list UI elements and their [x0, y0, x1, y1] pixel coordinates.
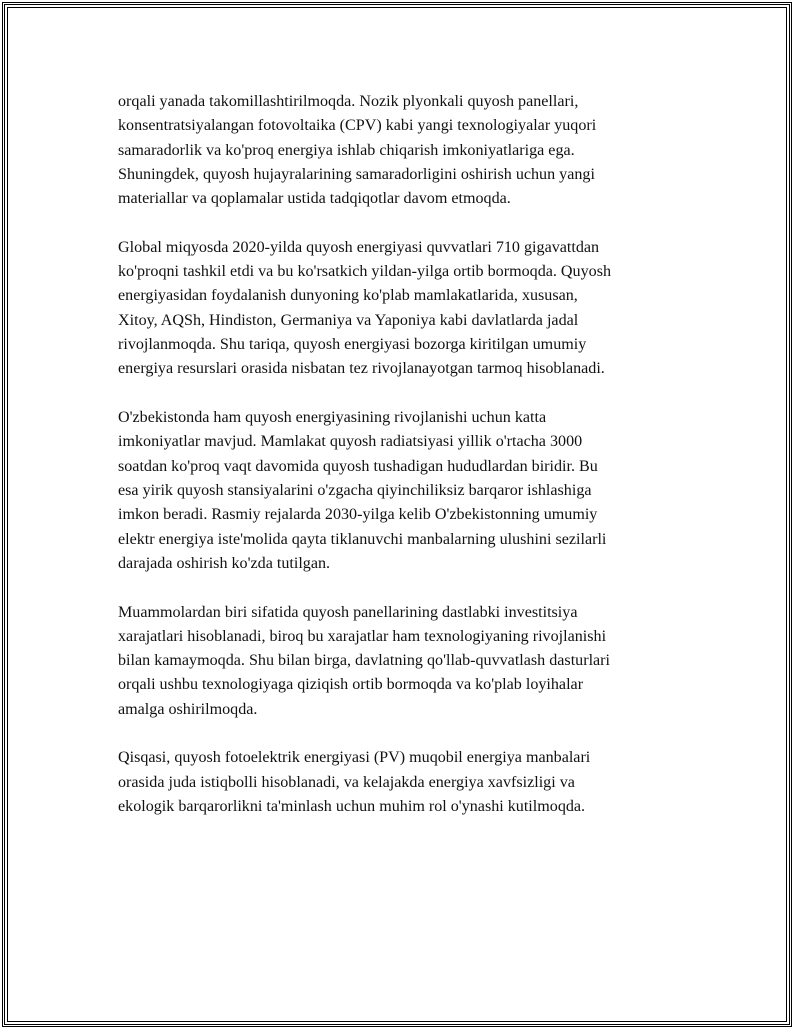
- paragraph-2: [118, 236, 692, 382]
- text-line: energiyasidan foydalanish dunyoning ko'plab mamlakatlarida, xususan,: [118, 287, 578, 305]
- paragraph-4: [118, 601, 692, 722]
- text-line: xarajatlari hisoblanadi, biroq bu xarajatlar ham texnologiyaning rivojlanishi: [118, 627, 607, 645]
- text-line: ekologik barqarorlikni ta'minlash uchun muhim rol o'ynashi kutilmoqda.: [118, 797, 586, 815]
- text-line: imkon beradi. Rasmiy rejalarda 2030-yilga kelib O'zbekistonning umumiy: [118, 506, 598, 524]
- text-line: orqali ushbu texnologiyaga qiziqish ortib bormoqda va ko'plab loyihalar: [118, 676, 584, 694]
- text-line: materiallar va qoplamalar ustida tadqiqotlar davom etmoqda.: [118, 190, 511, 208]
- paragraph-1: [118, 90, 692, 211]
- paragraph-3: [118, 406, 692, 576]
- text-line: samaradorlik va ko'proq energiya ishlab chiqarish imkoniyatlariga ega.: [118, 141, 575, 159]
- text-line: Qisqasi, quyosh fotoelektrik energiyasi (PV) muqobil energiya manbalari: [118, 749, 591, 767]
- text-line: O'zbekistonda ham quyosh energiyasining rivojlanishi uchun katta: [118, 409, 547, 427]
- text-line: energiya resurslari orasida nisbatan tez rivojlanayotgan tarmoq hisoblanadi.: [118, 360, 605, 378]
- text-line: Xitoy, AQSh, Hindiston, Germaniya va Yaponiya kabi davlatlarda jadal: [118, 311, 579, 329]
- text-line: Global miqyosda 2020-yilda quyosh energiyasi quvvatlari 710 gigavattdan: [118, 238, 600, 256]
- text-line: imkoniyatlar mavjud. Mamlakat quyosh radiatsiyasi yillik o'rtacha 3000: [118, 433, 583, 451]
- text-line: esa yirik quyosh stansiyalarini o'zgacha qiyinchiliksiz barqaror ishlashiga: [118, 481, 592, 499]
- text-line: darajada oshirish ko'zda tutilgan.: [118, 554, 331, 572]
- text-line: Shuningdek, quyosh hujayralarining samaradorligini oshirish uchun yangi: [118, 165, 595, 183]
- text-line: bilan kamaymoqda. Shu bilan birga, davlatning qo'llab-quvvatlash dasturlari: [118, 652, 611, 670]
- text-line: Muammolardan biri sifatida quyosh panellarining dastlabki investitsiya: [118, 603, 578, 621]
- text-line: amalga oshirilmoqda.: [118, 700, 258, 718]
- text-line: elektr energiya iste'molida qayta tiklanuvchi manbalarning ulushini sezilarli: [118, 530, 607, 548]
- text-line: soatdan ko'proq vaqt davomida quyosh tushadigan hududlardan biridir. Bu: [118, 457, 598, 475]
- document-body: [118, 90, 692, 844]
- text-line: orasida juda istiqbolli hisoblanadi, va kelajakda energiya xavfsizligi va: [118, 773, 575, 791]
- paragraph-5: [118, 746, 692, 819]
- text-line: konsentratsiyalangan fotovoltaika (CPV) kabi yangi texnologiyalar yuqori: [118, 117, 597, 135]
- text-line: rivojlanmoqda. Shu tariqa, quyosh energiyasi bozorga kiritilgan umumiy: [118, 336, 587, 354]
- text-line: orqali yanada takomillashtirilmoqda. Nozik plyonkali quyosh panellari,: [118, 93, 579, 110]
- text-line: ko'proqni tashkil etdi va bu ko'rsatkich yildan-yilga ortib bormoqda. Quyosh: [118, 263, 612, 281]
